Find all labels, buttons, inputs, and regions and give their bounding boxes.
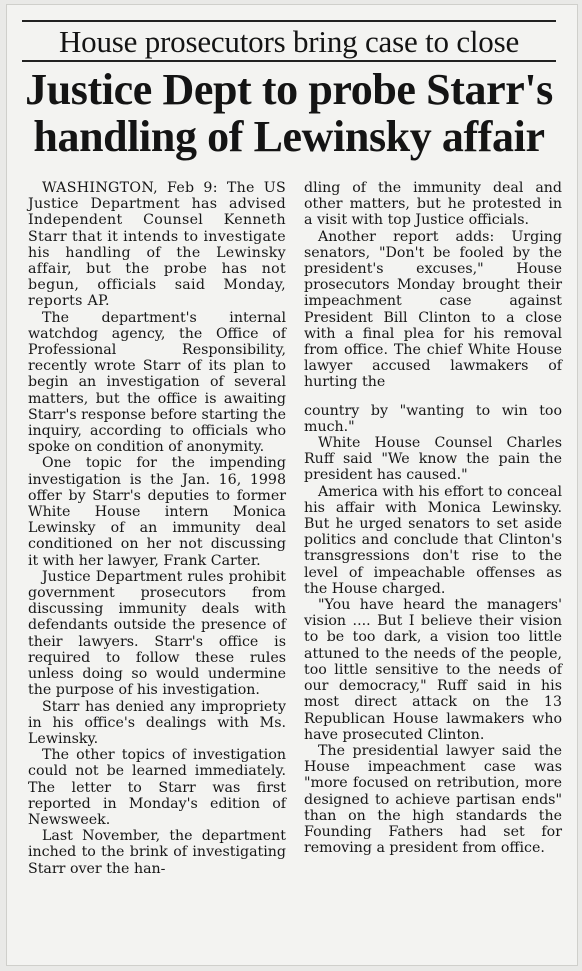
article-paragraph: country by "wanting to win too much." [304, 402, 562, 435]
kicker-headline: House prosecutors bring case to close [22, 20, 556, 62]
article-column-right [304, 180, 562, 856]
article-paragraph: White House Counsel Charles Ruff said "We know the pain the president has caused." [304, 435, 562, 484]
article-paragraph: WASHINGTON, Feb 9: The US Justice Department has advised Independent Counsel Kenneth Starr that it intends to investigate his handling of the Lewinsky affair, but the probe has not begun, officials said Monday, reports AP. [28, 180, 286, 310]
article-paragraph: The presidential lawyer said the House impeachment case was "more focused on retribution, more designed to achieve partisan ends" than on the high standards the Founding Fathers had set for removing a president from office. [304, 742, 562, 857]
article-paragraph: Last November, the department inched to the brink of investigating Starr over the han- [28, 828, 286, 877]
article-paragraph: dling of the immunity deal and other matters, but he protested in a visit with top Justice officials. [304, 180, 562, 229]
headline-line-1: Justice Dept to probe Starr's [25, 65, 553, 114]
headline-line-2: handling of Lewinsky affair [33, 112, 545, 161]
article-paragraph: Starr has denied any impropriety in his office's dealings with Ms. Lewinsky. [28, 698, 286, 747]
article-paragraph: One topic for the impending investigation is the Jan. 16, 1998 offer by Starr's deputies to former White House intern Monica Lewinsky of an immunity deal conditioned on her not discussing it with her lawyer, Frank Carter. [28, 455, 286, 569]
article-paragraph: America with his effort to conceal his affair with Monica Lewinsky. But he urged senators to set aside politics and conclude that Clinton's transgressions don't rise to the level of impeachable offenses as the House charged. [304, 483, 562, 597]
article-paragraph: Another report adds: Urging senators, "Don't be fooled by the president's excuses," House prosecutors Monday brought their impeachment case against President Bill Clinton to a close with a final plea for his removal from office. The chief White House lawyer accused lawmakers of hurting the [304, 228, 562, 391]
article-paragraph: The other topics of investigation could not be learned immediately. The letter to Starr was first reported in Monday's edition of Newsweek. [28, 747, 286, 828]
article-paragraph: Justice Department rules prohibit government prosecutors from discussing immunity deals with defendants outside the presence of their lawyers. Starr's office is required to follow these rules unless doing so would undermine the purpose of his investigation. [28, 568, 286, 699]
main-headline [8, 66, 570, 160]
article-paragraph: "You have heard the managers' vision .... But I believe their vision to be too dark, a vision too little attuned to the needs of the people, too little sensitive to the needs of our democracy," Ruff said in his most direct attack on the 13 Republican House lawmakers who have prosecuted Clinton. [304, 597, 562, 743]
article-paragraph: The department's internal watchdog agency, the Office of Professional Responsibility, recently wrote Starr of its plan to begin an investigation of several matters, but the office is awaiting Starr's response before starting the inquiry, according to officials who spoke on condition of anonymity. [28, 309, 286, 456]
article-column-left [28, 180, 286, 877]
